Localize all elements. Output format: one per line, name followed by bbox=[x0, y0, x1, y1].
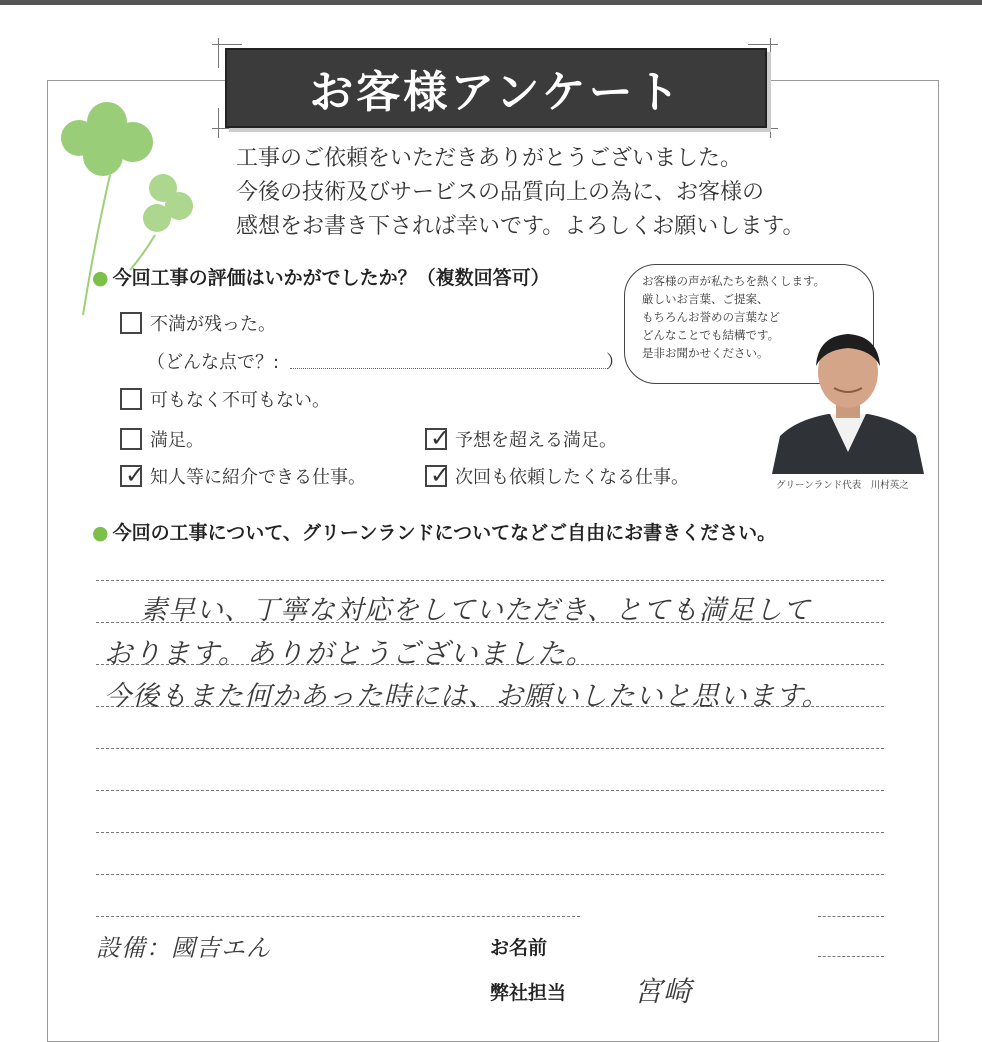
option-label: 不満が残った。 bbox=[150, 314, 276, 335]
detail-prompt-close: ） bbox=[606, 352, 624, 373]
checkbox[interactable] bbox=[120, 312, 142, 334]
handwritten-answer-line: おります。ありがとうございました。 bbox=[104, 637, 595, 670]
bubble-line: もちろんお誉めの言葉など bbox=[642, 310, 780, 324]
option-recommendable[interactable] bbox=[120, 463, 366, 489]
intro-line: 感想をお書き下されば幸いです。よろしくお願いします。 bbox=[236, 214, 805, 239]
option-label: 知人等に紹介できる仕事。 bbox=[150, 467, 366, 488]
option-beyond-expectations[interactable] bbox=[425, 426, 617, 452]
photo-caption: グリーンランド代表 川村英之 bbox=[776, 480, 909, 491]
title-corner-line bbox=[770, 108, 771, 138]
writing-line bbox=[96, 916, 580, 917]
name-line bbox=[818, 916, 884, 917]
title-corner-line bbox=[748, 44, 778, 45]
title-corner-line bbox=[212, 128, 242, 129]
handwritten-answer-line: 今後もまた何かあった時には、お願いしたいと思います。 bbox=[104, 681, 830, 712]
handwritten-answer-line: 素早い、丁寧な対応をしていただき、とても満足して bbox=[140, 595, 811, 626]
scan-top-edge bbox=[0, 0, 982, 5]
detail-input-line[interactable] bbox=[290, 368, 608, 369]
representative-photo bbox=[772, 328, 924, 474]
bubble-line: お客様の声が私たちを熱くします。 bbox=[642, 274, 826, 288]
option-label: 次回も依頼したくなる仕事。 bbox=[455, 467, 689, 488]
writing-line bbox=[96, 790, 884, 791]
question-2-text: 今回の工事について、グリーンランドについてなどご自由にお書きください。 bbox=[112, 522, 777, 544]
name-label: お名前 bbox=[490, 937, 548, 959]
bullet-icon: ● bbox=[92, 522, 109, 544]
checkbox[interactable] bbox=[120, 388, 142, 410]
option-neutral[interactable] bbox=[120, 386, 330, 412]
title-corner-line bbox=[212, 44, 242, 45]
question-1-heading bbox=[92, 263, 550, 290]
checkbox-checked[interactable] bbox=[120, 461, 146, 489]
title-corner-line bbox=[748, 128, 778, 129]
name-line bbox=[818, 956, 884, 957]
option-dissatisfied[interactable] bbox=[120, 310, 276, 336]
title-corner-line bbox=[770, 38, 771, 68]
writing-line bbox=[96, 748, 884, 749]
bullet-icon: ● bbox=[92, 267, 109, 289]
question-2-heading bbox=[92, 518, 776, 545]
option-satisfied[interactable] bbox=[120, 426, 204, 452]
question-1-text: 今回工事の評価はいかがでしたか？（複数回答可） bbox=[112, 267, 550, 289]
checkbox-checked[interactable] bbox=[425, 424, 451, 452]
checkmark-icon: ✓ bbox=[125, 461, 146, 489]
bubble-line: 厳しいお言葉、ご提案、 bbox=[642, 292, 769, 306]
option-detail-prompt bbox=[147, 348, 279, 374]
page-title: お客様アンケート bbox=[309, 67, 683, 118]
writing-line bbox=[96, 580, 884, 581]
option-label: 可もなく不可もない。 bbox=[150, 390, 330, 411]
title-corner-line bbox=[218, 38, 219, 68]
intro-line: 今後の技術及びサービスの品質向上の為に、お客様の bbox=[236, 180, 765, 205]
writing-line bbox=[96, 832, 884, 833]
title-corner-line bbox=[218, 108, 219, 138]
checkbox[interactable] bbox=[120, 428, 142, 450]
intro-line: 工事のご依頼をいただきありがとうございました。 bbox=[236, 146, 743, 171]
checkmark-icon: ✓ bbox=[430, 424, 451, 452]
staff-name: 宮崎 bbox=[634, 975, 693, 1008]
writing-line bbox=[96, 874, 884, 875]
detail-prompt-label: （どんな点で？: bbox=[147, 352, 280, 373]
staff-label: 弊社担当 bbox=[490, 982, 567, 1004]
intro-text bbox=[236, 142, 876, 244]
checkbox-checked[interactable] bbox=[425, 461, 451, 489]
bubble-line: 是非お聞かせください。 bbox=[642, 346, 769, 360]
option-label: 予想を超える満足。 bbox=[455, 430, 617, 451]
bubble-line: どんなことでも結構です。 bbox=[642, 328, 780, 342]
option-repeat-order[interactable] bbox=[425, 463, 689, 489]
title-banner bbox=[225, 48, 767, 128]
option-label: 満足。 bbox=[150, 430, 204, 451]
handwritten-division: 設備：國吉エん bbox=[96, 934, 271, 962]
checkmark-icon: ✓ bbox=[430, 461, 451, 489]
